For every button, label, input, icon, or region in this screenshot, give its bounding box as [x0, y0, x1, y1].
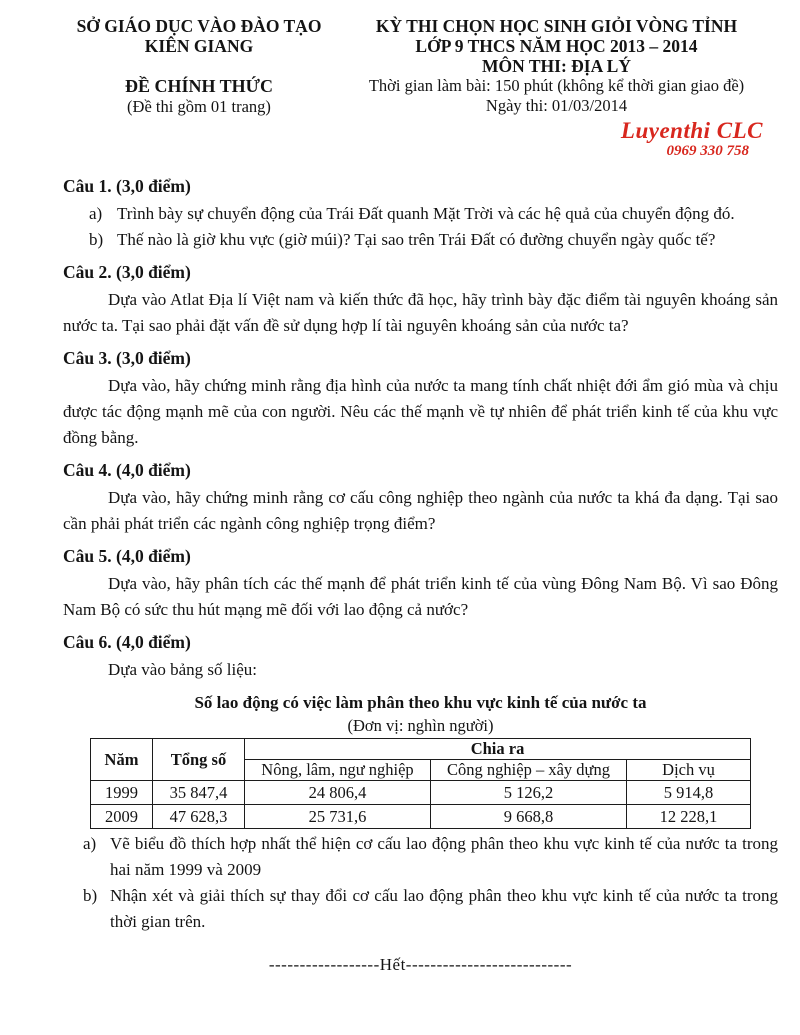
data-table-title: Số lao động có việc làm phân theo khu vực kinh tế của nước ta	[194, 693, 647, 712]
item-marker: a)	[83, 834, 97, 853]
list-item	[63, 227, 778, 253]
question-4-heading: Câu 4. (4,0 điểm)	[63, 460, 191, 480]
sub-question-a	[63, 831, 778, 883]
question-5-heading: Câu 5. (4,0 điểm)	[63, 546, 191, 566]
cell-agriculture: 25 731,6	[245, 805, 431, 829]
question-6-heading: Câu 6. (4,0 điểm)	[63, 632, 191, 652]
labour-data-table	[90, 738, 751, 829]
question-2-body: Dựa vào Atlat Địa lí Việt nam và kiến thức đã học, hãy trình bày đặc điểm tài nguyên khoáng sản nước ta. Tại sao phải đặt vấn đề sử dụng hợp lí tài nguyên khoáng sản của nước ta?	[63, 290, 778, 335]
question-5-body: Dựa vào, hãy phân tích các thế mạnh để phát triển kinh tế của vùng Đông Nam Bộ. Vì sao Đông Nam Bộ có sức thu hút mạng mẽ đối với lao động cả nước?	[63, 574, 778, 619]
item-text: Thế nào là giờ khu vực (giờ múi)? Tại sao trên Trái Đất có đường chuyển ngày quốc tế?	[117, 230, 716, 249]
question-4-body: Dựa vào, hãy chứng minh rằng cơ cấu công nghiệp theo ngành của nước ta khá đa dạng. Tại sao cần phải phát triển các ngành công nghiệp trọng điểm?	[63, 488, 778, 533]
exam-header	[0, 0, 800, 117]
cell-total: 47 628,3	[153, 805, 245, 829]
question-3-body: Dựa vào, hãy chứng minh rằng địa hình của nước ta mang tính chất nhiệt đới ẩm gió mùa và chịu được tác động mạnh mẽ của con người. Nêu các thế mạnh về tự nhiên để phát triển kinh tế của khu vực đồng bằng.	[63, 376, 778, 447]
table-row	[91, 781, 751, 805]
exam-body	[0, 159, 800, 978]
exam-title: KỲ THI CHỌN HỌC SINH GIỎI VÒNG TỈNH	[375, 16, 738, 36]
column-header-agriculture: Nông, lâm, ngư nghiệp	[245, 760, 431, 781]
exam-date: Ngày thi: 01/03/2014	[485, 96, 628, 115]
column-header-total: Tổng số	[153, 739, 245, 781]
exam-subject: MÔN THI: ĐỊA LÝ	[482, 56, 631, 76]
page-count-note: (Đề thi gồm 01 trang)	[127, 97, 271, 116]
item-text: Trình bày sự chuyển động của Trái Đất quanh Mặt Trời và các hệ quả của chuyển động đó.	[117, 204, 735, 223]
item-marker: b)	[83, 886, 98, 905]
item-marker: b)	[89, 230, 104, 249]
department-name: SỞ GIÁO DỤC VÀO ĐÀO TẠO	[76, 16, 322, 36]
exam-grade-year: LỚP 9 THCS NĂM HỌC 2013 – 2014	[415, 36, 698, 56]
official-exam-label: ĐỀ CHÍNH THỨC	[124, 76, 274, 96]
column-header-year: Năm	[91, 739, 153, 781]
data-table-unit: (Đơn vị: nghìn người)	[347, 716, 494, 735]
column-header-split: Chia ra	[245, 739, 751, 760]
cell-year: 2009	[91, 805, 153, 829]
question-3-heading: Câu 3. (3,0 điểm)	[63, 348, 191, 368]
sub-question-b	[63, 883, 778, 935]
end-of-exam-divider: ------------------Hết---------------------------	[268, 955, 573, 974]
watermark-brand-text: Luyenthi CLC	[620, 118, 763, 143]
column-header-services: Dịch vụ	[627, 760, 751, 781]
column-header-industry: Công nghiệp – xây dựng	[431, 760, 627, 781]
cell-industry: 9 668,8	[431, 805, 627, 829]
exam-duration: Thời gian làm bài: 150 phút (không kể thời gian giao đề)	[368, 76, 745, 95]
cell-industry: 5 126,2	[431, 781, 627, 805]
item-text: Nhận xét và giải thích sự thay đổi cơ cấu lao động phân theo khu vực kinh tế của nước ta trong thời gian trên.	[110, 886, 778, 931]
cell-total: 35 847,4	[153, 781, 245, 805]
list-item	[63, 201, 778, 227]
item-text: Vẽ biểu đồ thích hợp nhất thể hiện cơ cấu lao động phân theo khu vực kinh tế của nước ta trong hai năm 1999 và 2009	[110, 834, 778, 879]
cell-agriculture: 24 806,4	[245, 781, 431, 805]
header-right-block	[335, 16, 778, 117]
question-2-heading: Câu 2. (3,0 điểm)	[63, 262, 191, 282]
table-header-row-1	[91, 739, 751, 760]
cell-services: 12 228,1	[627, 805, 751, 829]
cell-year: 1999	[91, 781, 153, 805]
table-row	[91, 805, 751, 829]
cell-services: 5 914,8	[627, 781, 751, 805]
province-name: KIÊN GIANG	[144, 36, 254, 56]
question-1-items	[63, 201, 778, 253]
item-marker: a)	[89, 204, 103, 223]
watermark-phone-number: 0969 330 758	[666, 143, 749, 159]
header-left-block	[63, 16, 335, 117]
question-6-intro: Dựa vào bảng số liệu:	[108, 660, 257, 679]
question-1-heading: Câu 1. (3,0 điểm)	[63, 176, 191, 196]
watermark-logo	[0, 118, 800, 159]
